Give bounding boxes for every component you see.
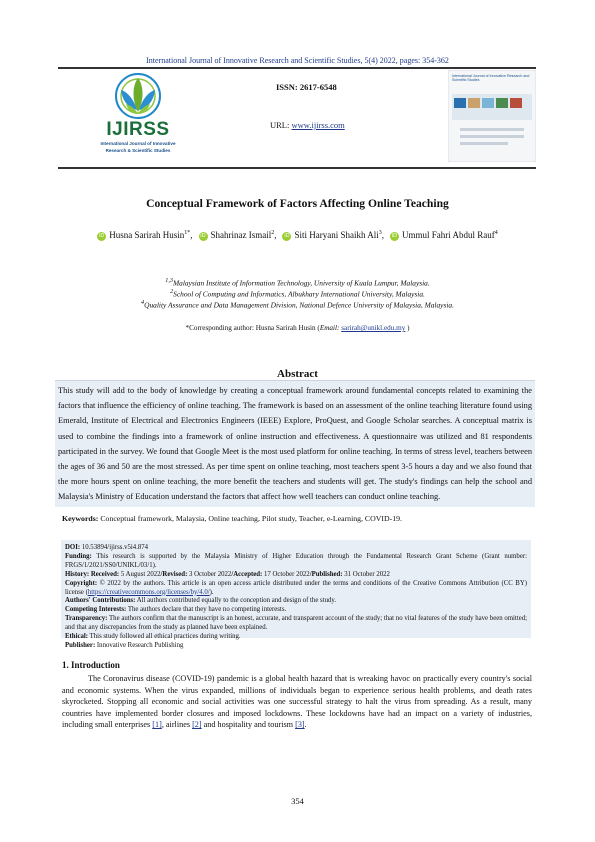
transparency: Transparency: The authors confirm that the manuscript is an honest, accurate, and transparent account of the study; that no vital features of the study have been omitted; and that any discrepancies from the study as planned have been explained. <box>65 615 528 632</box>
issn: ISSN: 2617-6548 <box>276 82 337 92</box>
keywords: Keywords: Conceptual framework, Malaysia, Online teaching, Pilot study, Teacher, e-Learning, COVID-19. <box>62 514 402 523</box>
orcid-icon[interactable]: iD <box>99 233 105 239</box>
author-affiliation-mark: 4 <box>494 230 498 236</box>
author-list <box>0 230 595 241</box>
orcid-icon[interactable]: iD <box>391 233 398 239</box>
paper-title: Conceptual Framework of Factors Affecting Online Teaching <box>146 197 449 210</box>
history: History: Received: 5 August 2022/Revised: 3 October 2022/Accepted: 17 October 2022/Published: 31 October 2022 <box>65 570 390 578</box>
author-name: Shahrinaz Ismail <box>210 230 272 240</box>
affiliation-2: $^2$School of Computing and Informatics, Albukhary International University, Malaysia. <box>170 289 425 299</box>
journal-info-box <box>264 68 424 164</box>
author-affiliation-mark: 1* <box>184 230 191 236</box>
page-number: 354 <box>291 796 304 806</box>
journal-logo <box>88 70 188 162</box>
journal-url-link[interactable]: www.ijirss.com <box>291 120 345 130</box>
abstract-heading: Abstract <box>277 368 318 380</box>
article-metadata <box>65 544 527 651</box>
citation-2[interactable]: [2] <box>192 720 202 730</box>
author-affiliation-mark: 3 <box>378 230 382 236</box>
author-name: Siti Haryani Shaikh Ali <box>294 230 379 240</box>
citation-1[interactable]: [1] <box>152 720 162 730</box>
abstract-text: This study will add to the body of knowledge by creating a conceptual framework around fundamental concepts related to examining the factors that influence the efficiency of online teaching. The framework is based on an assessment of the online teaching literature found using Emerald, Institute of Electrical and Electronics Engineers (IEEE) Explore, ProQuest, and Google Scholar searches. A conceptual matrix is used to combine the findings into a framework of online instruction and effectiveness. A questionnaire was utilized and 81 respondents participated in the survey. We found that Google Meet is the most used platform for online teaching. In terms of stress level, teachers between the ages of 36 and 50 are the most stressed. As per time spent on online teaching, most teachers spent 3-5 hours a day and we also found that the more hours spent on online teaching, the more benefit the teachers and students will get. The study's findings can help the school and Malaysia's Ministry of Education understand the factors that affect how well teachers can conduct online teaching. <box>58 386 532 502</box>
logo-text: IJIRSS <box>106 119 170 140</box>
cover-title: International Journal of Innovative Research and Scientific Studies <box>452 74 530 83</box>
author-separator: , <box>190 230 193 240</box>
doi: DOI: 10.53894/ijirss.v5i4.874 <box>65 544 149 551</box>
cover-image-icon <box>448 70 536 162</box>
article-metadata-box <box>61 540 531 649</box>
author-name: Husna Sarirah Husin <box>109 230 185 240</box>
author-4 <box>390 230 498 240</box>
orcid-icon[interactable]: iD <box>200 233 206 239</box>
abstract-box <box>55 380 535 507</box>
logo-subtitle-2: Research & Scientific Studies <box>105 148 171 153</box>
introduction-paragraph: The Coronavirus disease (COVID-19) pandemic is a global health hazard that is wreaking havoc on practically every country's social and economic systems. When the virus expanded, millions of individuals began to experience serious health problems, and death rates skyrocketed. Stopping all economic and social activities was one successful strategy to halt the virus from spreading. As a result, many countries have implemented border closures and imposed lockdowns. These lockdowns have had an impact on a variety of industries, including small enterprises [1], airlines [2] and hospitality and tourism [3]. <box>62 674 532 730</box>
journal-cover-thumbnail <box>448 70 536 162</box>
author-affiliation-mark: 2 <box>271 230 275 236</box>
orcid-icon[interactable]: iD <box>284 233 290 239</box>
funding: Funding: This research is supported by the Malaysia Ministry of Higher Education through the Fundamental Research Grant Scheme (Grant number: FRGS/1/2021/SS0/UNIKL/03/1). <box>65 552 527 569</box>
license-link[interactable]: https://creativecommons.org/licenses/by/4.0/ <box>87 588 210 596</box>
author-separator: , <box>274 230 277 240</box>
author-2 <box>199 230 277 240</box>
corresponding-author: *Corresponding author: Husna Sarirah Husin (Email: sarirah@unikl.edu.my ) <box>185 324 410 332</box>
author-separator: , <box>381 230 384 240</box>
author-1 <box>97 230 192 240</box>
competing-interests: Competing Interests: The authors declare that they have no competing interests. <box>65 606 287 614</box>
affiliation-3: $^4$Quality Assurance and Data Management Division, National Defence University of Malaysia, Malaysia. <box>141 300 454 310</box>
ethical: Ethical: This study followed all ethical practices during writing. <box>65 633 241 641</box>
author-name: Ummul Fahri Abdul Rauf <box>401 230 495 240</box>
citation-3[interactable]: [3] <box>295 720 305 730</box>
publisher: Publisher: Innovative Research Publishing <box>65 641 184 649</box>
header-rule-bottom <box>58 167 536 169</box>
copyright: Copyright: © 2022 by the authors. This article is an open access article distributed under the terms and conditions of the Creative Commons Attribution (CC BY) license (https://creativecommons.org/licenses/by/4.0/). <box>65 579 527 596</box>
author-contributions: Authors' Contributions: All authors contributed equally to the conception and design of the study. <box>65 597 337 605</box>
affiliation-1: $^{1,3}$Malaysian Institute of Information Technology, University of Kuala Lumpur, Malaysia. <box>165 278 430 288</box>
journal-citation-line: International Journal of Innovative Research and Scientific Studies, 5(4) 2022, pages: 354-362 <box>146 56 449 65</box>
email-link[interactable]: sarirah@unikl.edu.my <box>341 324 406 332</box>
author-3 <box>282 230 384 240</box>
journal-url: URL: www.ijirss.com <box>270 120 345 130</box>
logo-subtitle-1: International Journal of Innovative <box>100 141 176 146</box>
section-heading-introduction: 1. Introduction <box>62 660 120 670</box>
